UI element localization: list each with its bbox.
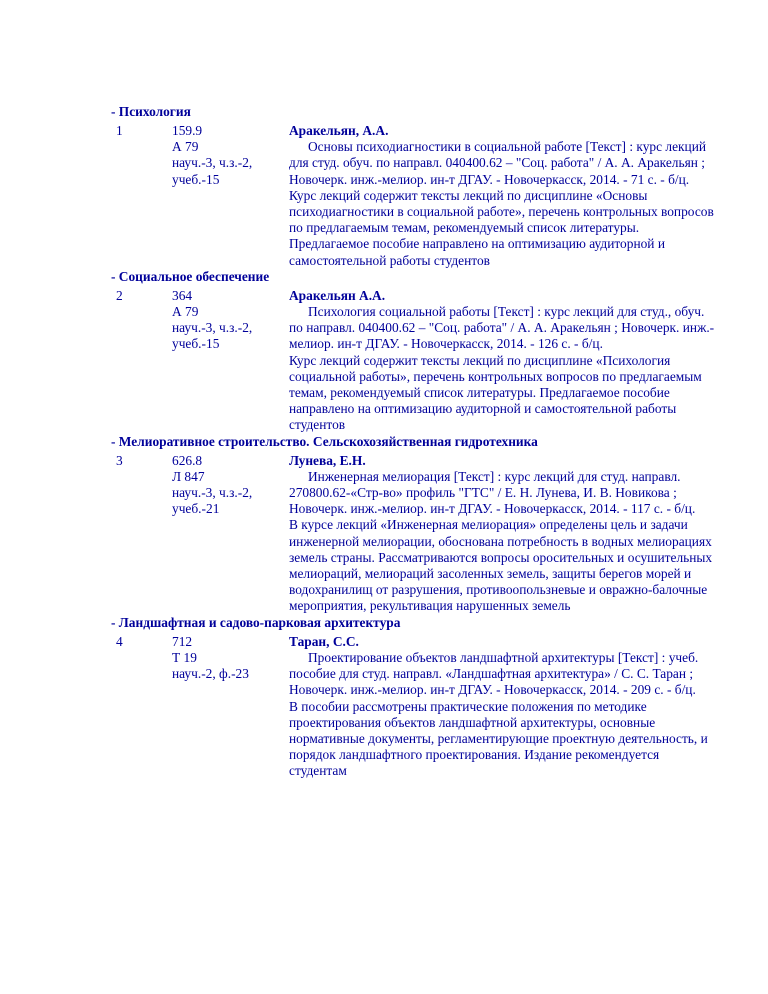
author-mark: Л 847 — [172, 468, 205, 484]
entry-body — [289, 634, 719, 780]
class-code: 364 — [172, 287, 193, 303]
copies-count: учеб.-21 — [172, 501, 220, 517]
entry-shelf-info — [172, 634, 284, 683]
bibliography-list — [0, 104, 768, 780]
entry-description: Инженерная мелиорация [Текст] : курс лекций для студ. направл. 270800.62-«Стр-во» профиль "ГТС" / Е. Н. Лунева, И. В. Новикова ; Новочерк. инж.-мелиор. ин-т ДГАУ. - Новочеркасск, 2014. - 117 с. - б/ц. — [289, 468, 696, 517]
section-title: - Психология — [111, 104, 191, 119]
entry-author: Таран, С.С. — [289, 633, 359, 649]
entry-number: 1 — [116, 123, 123, 138]
class-code: 712 — [172, 633, 193, 649]
entry-annotation: В пособии рассмотрены практические положения по методике проектирования объектов ландшафтной архитектуры, основные нормативные документы, регламентирующие проектную деятельность, и порядок ландшафтного проектирования. Издание рекомендуется студентам — [289, 698, 708, 779]
author-mark: А 79 — [172, 304, 199, 320]
entry-author: Лунева, Е.Н. — [289, 452, 366, 468]
entry-shelf-info — [172, 288, 284, 353]
entry-body — [289, 288, 719, 434]
list-item — [0, 453, 768, 615]
entry-annotation: В курсе лекций «Инженерная мелиорация» определены цель и задачи инженерной мелиорации, обоснована потребность в водных мелиорациях земель страны. Рассматриваются вопросы оросительных и осушительных мелиораций, мелиораций засоленных земель, защиты берегов морей и водохранилищ от разрушения, противоопользневые и овражно-балочные мероприятия, рекультивация нарушенных земель — [289, 517, 713, 614]
section-title: - Ландшафтная и садово-парковая архитектура — [111, 614, 401, 630]
entry-annotation: Курс лекций содержит тексты лекций по дисциплине «Основы психодиагностики в социальной работе», перечень контрольных вопросов по предлагаемым темам, рекомендуемый список литературы. Предлагаемое пособие направлено на оптимизацию аудиторной и самостоятельной работы студентов — [289, 187, 714, 268]
author-mark: Т 19 — [172, 649, 197, 665]
entry-body — [289, 123, 719, 269]
copies-count: науч.-2, ф.-23 — [172, 666, 249, 682]
entry-author: Аракельян, А.А. — [289, 123, 389, 138]
copies-count: учеб.-15 — [172, 171, 220, 187]
copies-count: науч.-3, ч.з.-2, — [172, 485, 253, 501]
copies-count: науч.-3, ч.з.-2, — [172, 155, 253, 171]
entry-shelf-info — [172, 453, 284, 518]
list-item — [0, 123, 768, 269]
entry-description: Проектирование объектов ландшафтной архитектуры [Текст] : учеб. пособие для студ. направл. «Ландшафтная архитектура» / С. С. Таран ; Новочерк. инж.-мелиор. ин-т ДГАУ. - Новочеркасск, 2014. - 209 с. - б/ц. — [289, 649, 699, 698]
list-item — [0, 634, 768, 780]
entry-number: 3 — [116, 452, 123, 468]
entry-body — [289, 453, 719, 615]
entry-number: 4 — [116, 633, 123, 649]
entry-description: Психология социальной работы [Текст] : курс лекций для студ., обуч. по направл. 040400.62 – "Соц. работа" / А. А. Аракельян ; Новочерк. инж.-мелиор. ин-т ДГАУ. - Новочеркасск, 2014. - 126 с. - б/ц. — [289, 304, 715, 352]
class-code: 626.8 — [172, 452, 203, 468]
entry-author: Аракельян А.А. — [289, 287, 386, 303]
copies-count: науч.-3, ч.з.-2, — [172, 320, 253, 336]
entry-number: 2 — [116, 287, 123, 303]
entry-shelf-info — [172, 123, 284, 188]
author-mark: А 79 — [172, 139, 199, 155]
entry-annotation: Курс лекций содержит тексты лекций по дисциплине «Психология социальной работы», перечень контрольных вопросов по предлагаемым темам, рекомендуемый список литературы. Предлагаемое пособие направлено на оптимизацию аудиторной и самостоятельной работы студентов — [289, 352, 702, 433]
section-title: - Мелиоративное строительство. Сельскохозяйственная гидротехника — [111, 433, 538, 449]
section-title: - Социальное обеспечение — [111, 268, 270, 284]
list-item — [0, 288, 768, 434]
copies-count: учеб.-15 — [172, 336, 220, 352]
entry-description: Основы психодиагностики в социальной работе [Текст] : курс лекций для студ. обуч. по направл. 040400.62 – "Соц. работа" / А. А. Аракельян ; Новочерк. инж.-мелиор. ин-т ДГАУ. - Новочеркасск, 2014. - 71 с. - б/ц. — [289, 139, 707, 187]
class-code: 159.9 — [172, 123, 203, 138]
